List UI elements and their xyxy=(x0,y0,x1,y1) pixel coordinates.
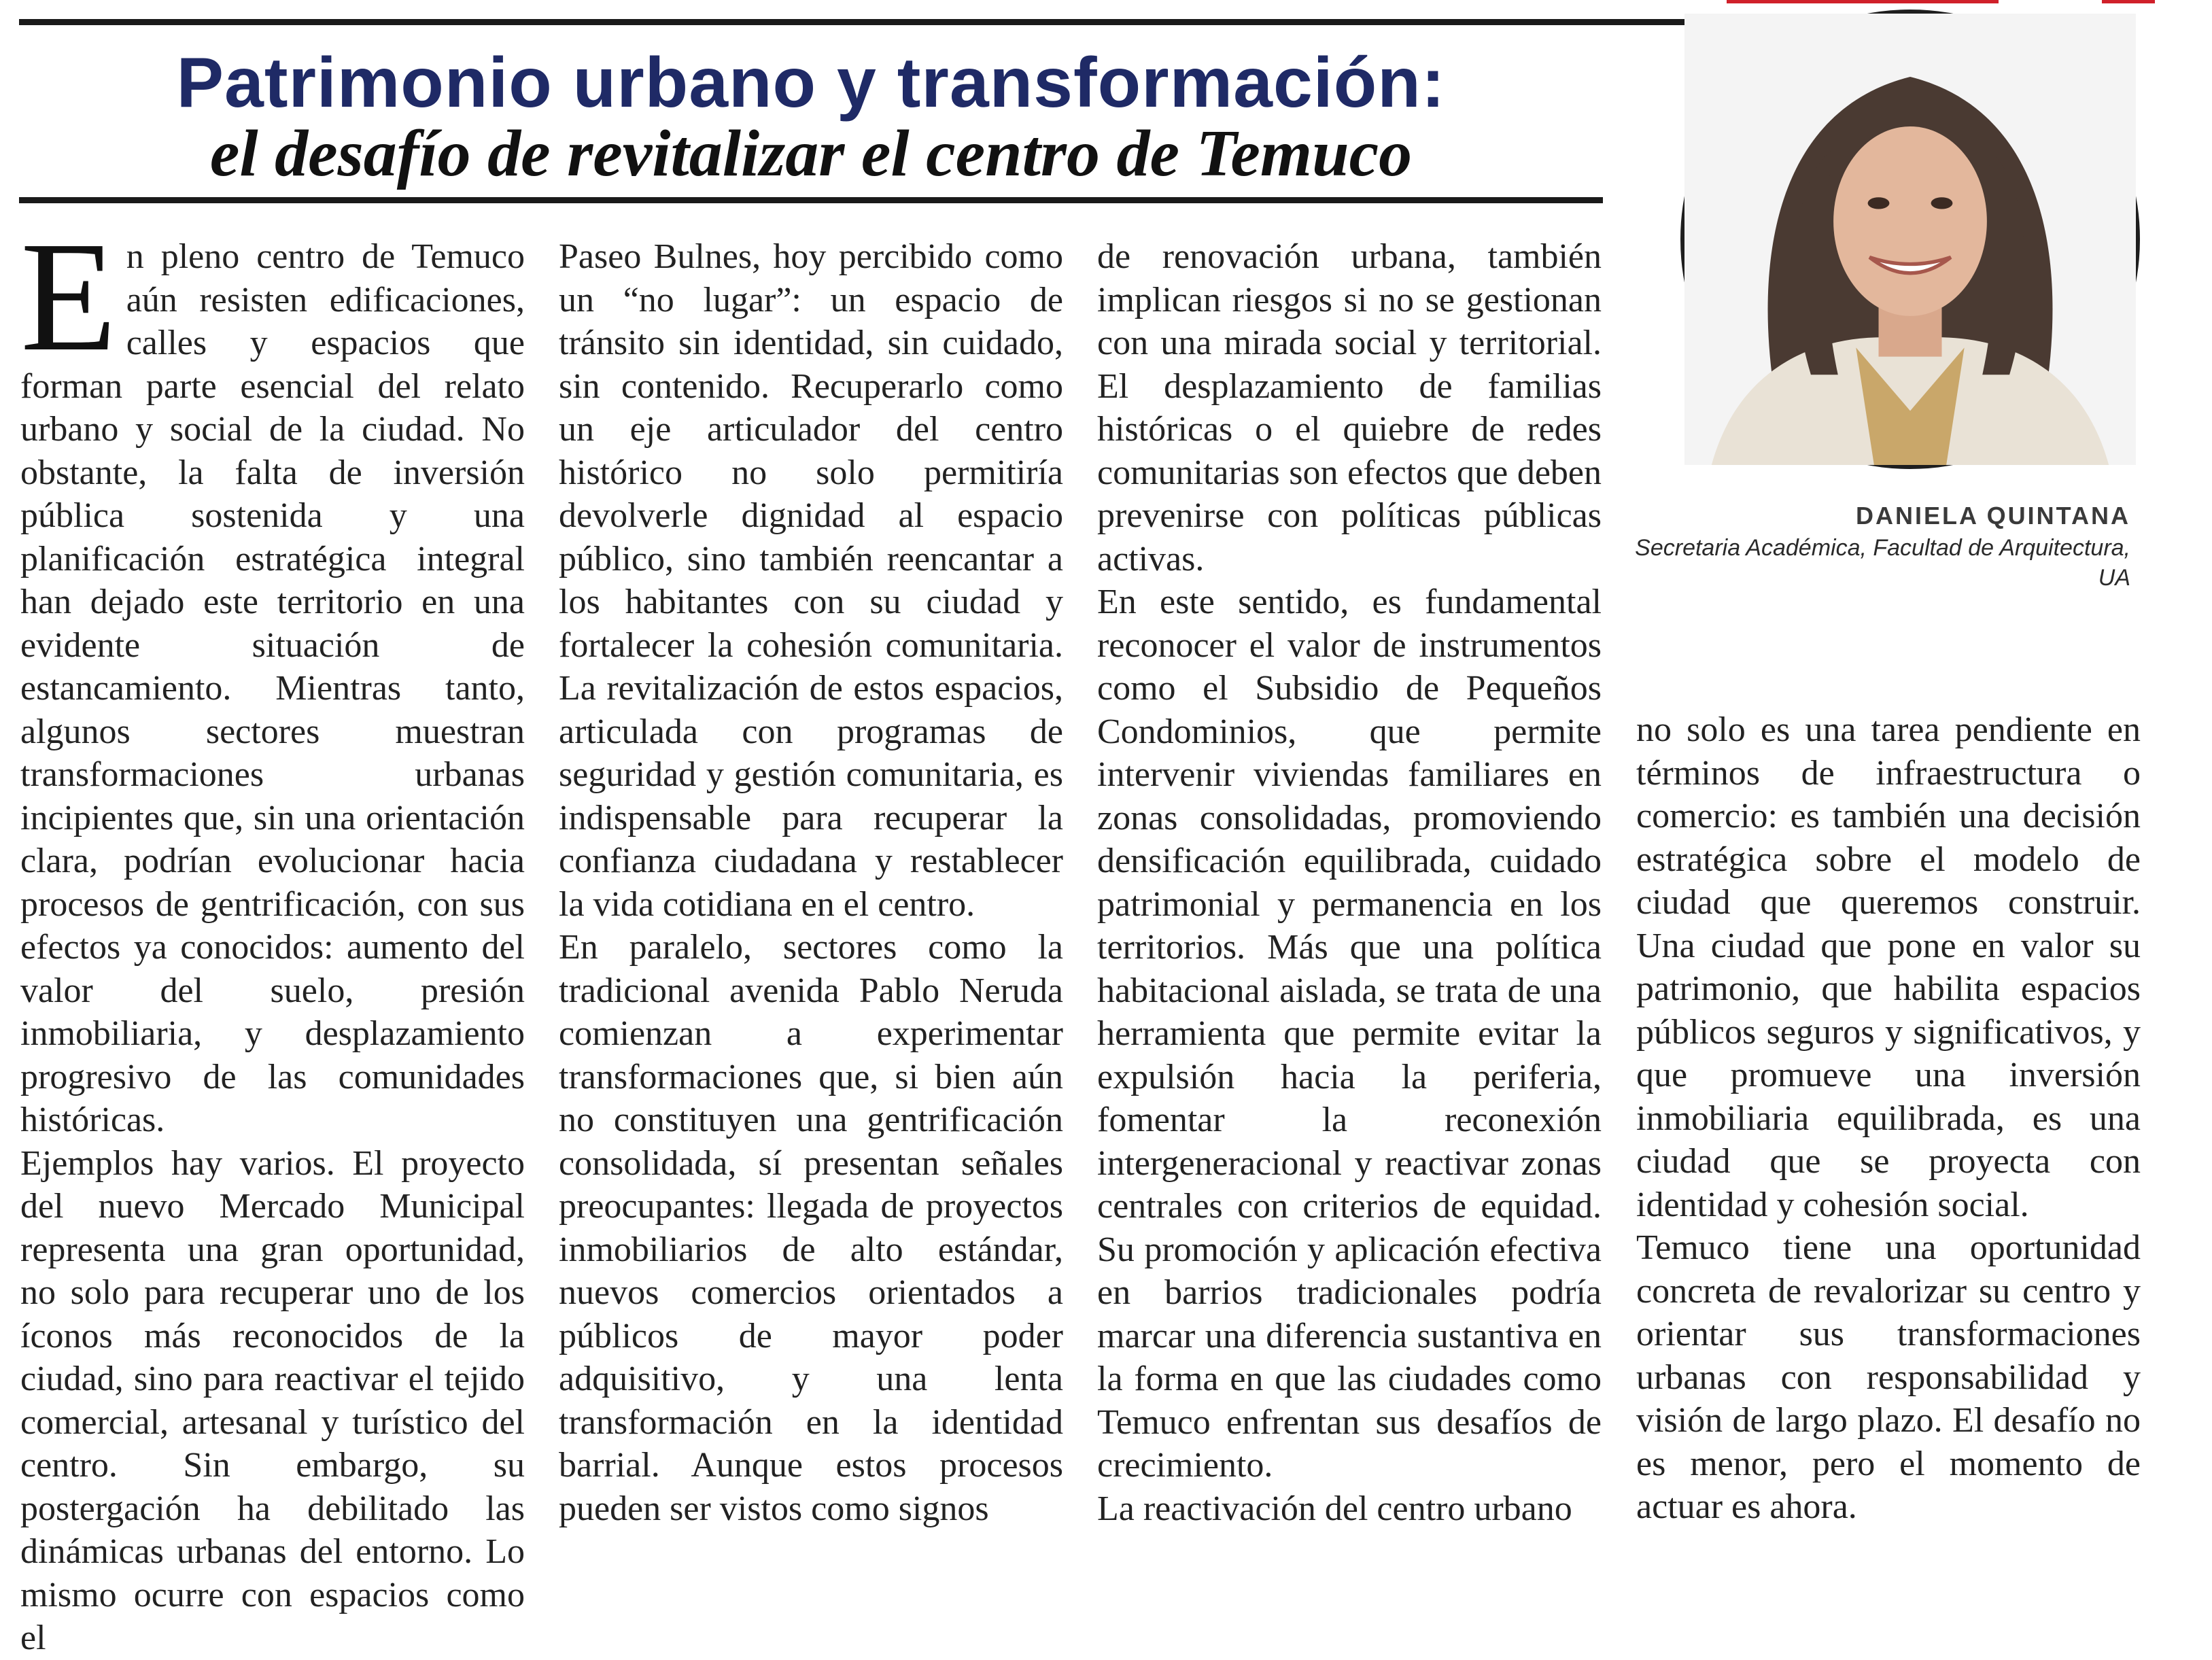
article-column-4 xyxy=(1636,708,2141,1526)
article-column-3 xyxy=(1097,235,1602,1528)
article-paragraph: En este sentido, es fundamental reconocer el valor de instrumentos como el Subsidio de Pequeños Condominios, que permite intervenir viviendas familiares en zonas consolidadas, promoviendo densificación equilibrada, cuidado patrimonial y permanencia en los territorios. Más que una política habitacional aislada, se trata de una herramienta que permite evitar la expulsión hacia la periferia, fomentar la reconexión intergeneracional y reactivar zonas centrales con criterios de equidad. Su promoción y aplicación efectiva en barrios tradicionales podría marcar una diferencia sustantiva en la forma en que las ciudades como Temuco enfrentan sus desafíos de crecimiento. xyxy=(1097,583,1602,1485)
article-paragraph xyxy=(20,209,525,1142)
subheadline: el desafío de revitalizar el centro de Temuco xyxy=(209,117,1413,190)
accent-bar-left xyxy=(1727,0,1999,3)
author-name: DANIELA QUINTANA xyxy=(1856,502,2130,530)
headline: Patrimonio urbano y transformación: xyxy=(176,44,1446,122)
article-paragraph: La reactivación del centro urbano xyxy=(1097,1489,1572,1528)
article-paragraph: no solo es una tarea pendiente en términos de infraestructura o comercio: es también una decisión estratégica sobre el modelo de ciudad que queremos construir. Una ciudad que pone en valor su patrimonio, que habilita espacios públicos seguros y significativos, y que promueve una inversión inmobiliaria equilibrada, es una ciudad que se proyecta con identidad y cohesión social. xyxy=(1636,710,2141,1224)
article-paragraph: En paralelo, sectores como la tradicional avenida Pablo Neruda comienzan a experimentar transformaciones que, si bien aún no constituyen una gentrificación consolidada, sí presentan señales preocupantes: llegada de proyectos inmobiliarios de alto estándar, nuevos comercios orientados a públicos de mayor poder adquisitivo, y una lenta transformación en la identidad barrial. Aunque estos procesos pueden ser vistos como signos xyxy=(559,928,1063,1528)
article-paragraph: Temuco tiene una oportunidad concreta de revalorizar su centro y orientar sus transformaciones urbanas con responsabilidad y visión de largo plazo. El desafío no es menor, pero el momento de actuar es ahora. xyxy=(1636,1228,2141,1526)
author-portrait-icon xyxy=(1680,10,2140,469)
article-paragraph: Ejemplos hay varios. El proyecto del nuevo Mercado Municipal representa una gran oportunidad, no solo para recuperar uno de los íconos más reconocidos de la ciudad, sino para reactivar el tejido comercial, artesanal y turístico del centro. Sin embargo, su postergación ha debilitado las dinámicas urbanas del entorno. Lo mismo ocurre con espacios como el xyxy=(20,1143,525,1657)
author-role: Secretaria Académica, Facultad de Arquitectura, UA xyxy=(1635,535,2130,591)
title-rule xyxy=(19,197,1603,203)
article-column-2 xyxy=(559,235,1063,1528)
paragraph-text: n pleno centro de Temuco aún resisten edificaciones, calles y espacios que forman parte esencial del relato urbano y social de la ciudad. No obstante, la falta de inversión pública sostenida y una planificación estratégica integral han dejado este territorio en una evidente situación de estancamiento. Mientras tanto, algunos sectores muestran transformaciones urbanas incipientes que, sin una orientación clara, podrían evolucionar hacia procesos de gentrificación, con sus efectos ya conocidos: aumento del valor del suelo, presión inmobiliaria, y desplazamiento progresivo de las comunidades históricas. xyxy=(20,237,525,1139)
accent-bar-right xyxy=(2102,0,2155,3)
article-column-1 xyxy=(20,209,525,1657)
article-paragraph: de renovación urbana, también implican riesgos si no se gestionan con una mirada social y territorial. El desplazamiento de familias históricas o el quiebre de redes comunitarias son efectos que deben prevenirse con políticas públicas activas. xyxy=(1097,237,1602,578)
article-paragraph: Paseo Bulnes, hoy percibido como un “no lugar”: un espacio de tránsito sin identidad, sin cuidado, sin contenido. Recuperarlo como un eje articulador del centro histórico no solo permitiría devolverle dignidad al espacio público, sino también reencantar a los habitantes con su ciudad y fortalecer la cohesión comunitaria. La revitalización de estos espacios, articulada con programas de seguridad y gestión comunitaria, es indispensable para recuperar la confianza ciudadana y restablecer la vida cotidiana en el centro. xyxy=(559,237,1063,924)
drop-cap: E xyxy=(20,209,117,384)
